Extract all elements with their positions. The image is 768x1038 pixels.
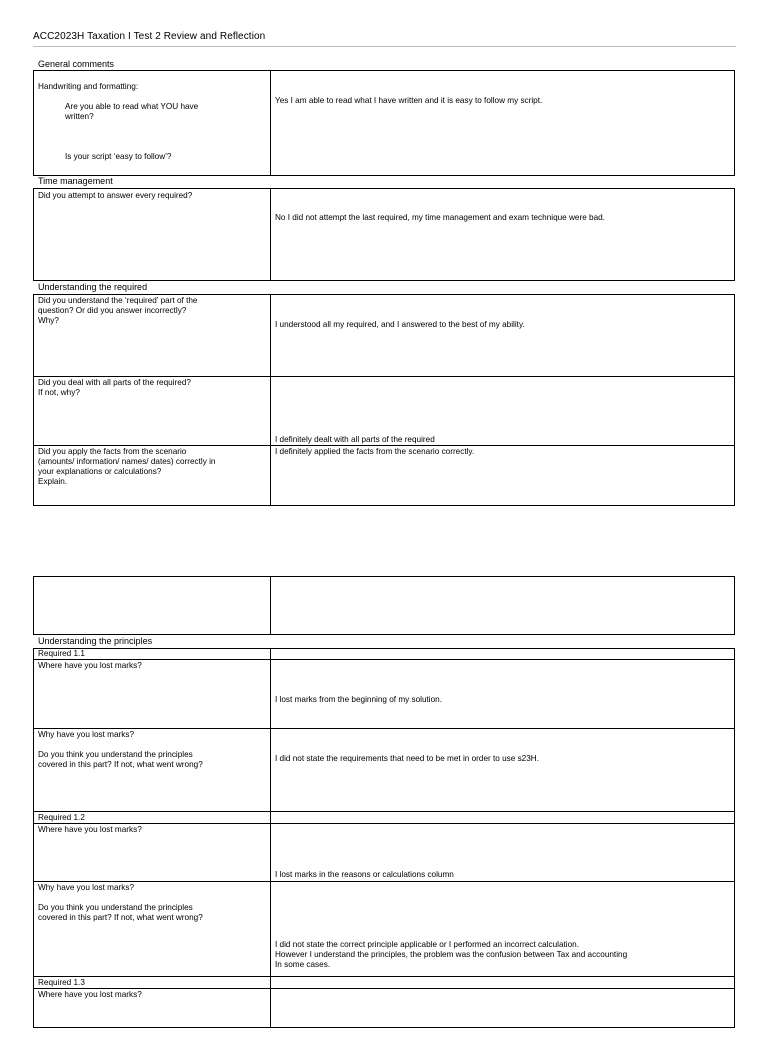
required-1-1-why-row: [34, 728, 734, 812]
required-1-1-where-row: [34, 659, 734, 729]
required-1-3-where-row: [34, 988, 734, 1038]
required-a3[interactable]: I definitely applied the facts from the scenario correctly.: [275, 447, 475, 456]
column-divider: [270, 577, 271, 634]
required-a2[interactable]: I definitely dealt with all parts of the required: [275, 435, 435, 444]
required-q2: Did you deal with all parts of the required? If not, why?: [38, 378, 191, 397]
handwriting-heading: Handwriting and formatting:: [38, 82, 139, 91]
empty-table: [33, 576, 735, 635]
required-row-2: [34, 376, 734, 446]
handwriting-answer[interactable]: Yes I am able to read what I have written and it is easy to follow my script.: [275, 96, 543, 105]
understanding-required-table: [33, 294, 735, 506]
required-row-3: [34, 445, 734, 505]
document-title: ACC2023H Taxation I Test 2 Review and Reflection: [33, 31, 266, 42]
time-management-table: [33, 188, 735, 281]
handwriting-question: [38, 72, 266, 172]
r12-why-answer[interactable]: I did not state the correct principle applicable or I performed an incorrect calculation. However I understand the principles, the problem was the confusion between Tax and accounting In some cases.: [275, 940, 628, 969]
required-1-2-where-row: [34, 823, 734, 882]
header-rule: [33, 46, 736, 47]
r12-where-answer[interactable]: I lost marks in the reasons or calculations column: [275, 870, 454, 879]
required-1-3-label: Required 1.3: [38, 978, 85, 987]
section-general-comments: General comments: [38, 59, 115, 69]
r12-where-question: Where have you lost marks?: [38, 825, 142, 834]
column-divider: [270, 71, 271, 175]
r11-where-question: Where have you lost marks?: [38, 661, 142, 670]
section-understanding-required: Understanding the required: [38, 282, 148, 292]
time-question: Did you attempt to answer every required?: [38, 191, 193, 200]
general-comments-table: [33, 70, 735, 176]
r11-why-question: Why have you lost marks? Do you think you understand the principles covered in this part? If not, what went wrong?: [38, 730, 203, 769]
r12-why-question: Why have you lost marks? Do you think you understand the principles covered in this part? If not, what went wrong?: [38, 883, 203, 922]
section-understanding-principles: Understanding the principles: [38, 636, 153, 646]
required-a1[interactable]: I understood all my required, and I answered to the best of my ability.: [275, 320, 525, 329]
read-question: Are you able to read what YOU have written?: [65, 102, 199, 121]
r11-where-answer[interactable]: I lost marks from the beginning of my solution.: [275, 695, 443, 704]
section-time-management: Time management: [38, 176, 113, 186]
required-row-1: [34, 295, 734, 377]
required-1-2-why-row: [34, 881, 734, 977]
follow-question: Is your script ‘easy to follow’?: [65, 152, 172, 161]
required-q3: Did you apply the facts from the scenario (amounts/ information/ names/ dates) correctly in your explanations or calculations? Explain.: [38, 447, 216, 486]
required-1-2-label: Required 1.2: [38, 813, 85, 822]
r11-why-answer[interactable]: I did not state the requirements that need to be met in order to use s23H.: [275, 754, 539, 763]
r13-where-question: Where have you lost marks?: [38, 990, 142, 999]
required-q1: Did you understand the ‘required’ part of the question? Or did you answer incorrectly? Why?: [38, 296, 198, 325]
column-divider: [270, 189, 271, 280]
time-answer[interactable]: No I did not attempt the last required, my time management and exam technique were bad.: [275, 213, 605, 222]
understanding-principles-table: [33, 648, 735, 1028]
required-1-1-label: Required 1.1: [38, 649, 85, 658]
